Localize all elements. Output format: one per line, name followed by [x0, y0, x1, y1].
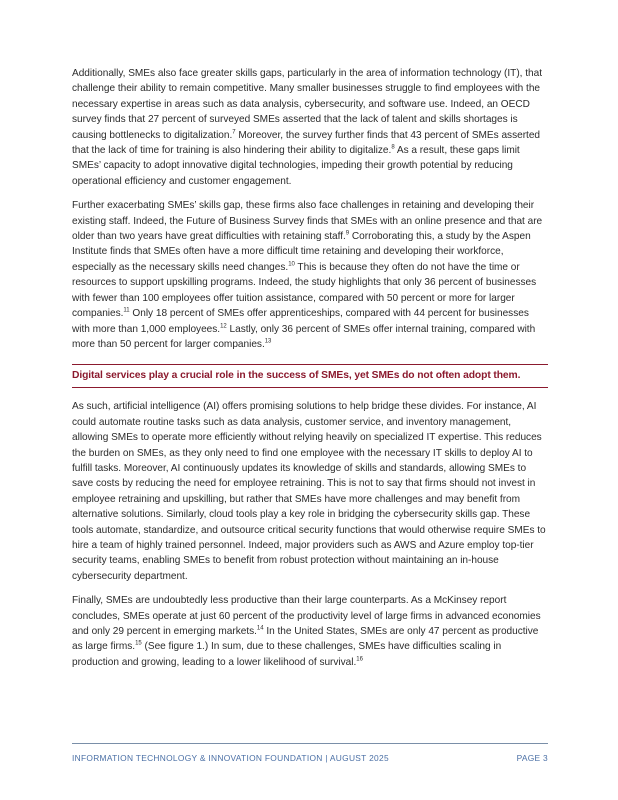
paragraph-text: Additionally, SMEs also face greater skills gaps, particularly in the area of information technology (IT), that challenge their ability to remain competitive. Many smaller businesses struggle to find employees with the necessary expertise in areas such as data analysis, cybersecurity, and software use. Indeed, an OECD survey finds that 27 percent of surveyed SMEs asserted that the lack of talent and skills shortages is causing bottlenecks to digitalization. [72, 68, 542, 141]
footnote-ref[interactable]: 9 [345, 230, 350, 237]
footnote-ref[interactable]: 15 [135, 641, 142, 648]
footnote-ref[interactable]: 10 [288, 261, 295, 268]
body-section-after [72, 399, 548, 670]
paragraph-text: As such, artificial intelligence (AI) offers promising solutions to help bridge these divides. For instance, AI could automate routine tasks such as data analysis, customer service, and inventory management, allowing SMEs to operate more efficiently without relying heavily on specialized IT expertise. This reduces the burden on SMEs, as they only need to find one employee with the necessary IT skills to deploy AI to fulfill tasks. Moreover, AI continuously updates its knowledge of skills and standards, allowing SMEs to save costs by reducing the need for employee retraining. This is not to say that firms should not invest in employee retraining and upskilling, but rather that SMEs have more challenges and may benefit from alternative solutions. Similarly, cloud tools play a key role in bridging the cybersecurity skills gap. These tools automate, standardize, and outsource critical security functions that would otherwise require SMEs to hire a team of highly trained personnel. Indeed, major providers such as AWS and Azure employ top-tier security teams, enabling SMEs to benefit from robust protection without maintaining an in-house cybersecurity department. [72, 401, 546, 582]
page-number: PAGE 3 [516, 753, 548, 763]
paragraph-text: Further exacerbating SMEs’ skills gap, these firms also face challenges in retaining and developing their existing staff. Indeed, the Future of Business Survey finds that SMEs with an online presence and that are older than two years have great difficulties with retaining staff. [72, 200, 543, 243]
document-body [72, 66, 548, 679]
paragraph [72, 593, 548, 670]
footnote-ref[interactable]: 14 [256, 625, 264, 632]
paragraph [72, 198, 548, 352]
footnote-ref[interactable]: 12 [220, 323, 227, 330]
paragraph-text: Lastly, only 36 percent of SMEs offer internal training, compared with more than 50 percent for larger companies. [72, 323, 536, 350]
paragraph-text: Corroborating this, a study by the Aspen Institute finds that SMEs often have a more difficult time retaining and developing their workforce, especially as the necessary skills need changes. [72, 231, 531, 273]
paragraph-text: (See figure 1.) In sum, due to these challenges, SMEs have difficulties scaling in production and growing, leading to a lower likelihood of survival. [72, 641, 502, 668]
paragraph [72, 399, 548, 584]
footer-org-date: INFORMATION TECHNOLOGY & INNOVATION FOUNDATION | AUGUST 2025 [72, 753, 389, 763]
footnote-ref[interactable]: 16 [356, 656, 363, 663]
callout-box [72, 364, 548, 388]
footnote-ref[interactable]: 8 [391, 144, 395, 151]
body-section-before [72, 66, 548, 352]
paragraph-text: As a result, these gaps limit SMEs’ capacity to adopt innovative digital technologies, impeding their growth potential by reducing operational efficiency and customer engagement. [72, 145, 520, 187]
footnote-ref[interactable]: 11 [123, 307, 130, 314]
page-footer [72, 743, 548, 763]
paragraph-text: This is because they often do not have the time or resources to support upskilling programs. Indeed, the study highlights that only 36 percent of businesses with fewer than 100 employees offer tuition assistance, compared with 50 percent or more for larger companies. [72, 261, 537, 320]
paragraph-text: Finally, SMEs are undoubtedly less productive than their large counterparts. As a McKinsey report concludes, SMEs operate at just 60 percent of the productivity level of large firms in advanced economies and only 29 percent in emerging markets. [72, 595, 541, 637]
paragraph-text: Only 18 percent of SMEs offer apprenticeships, compared with 44 percent for businesses with more than 1,000 employees. [72, 308, 529, 335]
footnote-ref[interactable]: 7 [232, 129, 236, 136]
paragraph [72, 66, 548, 189]
paragraph-text: In the United States, SMEs are only 47 percent as productive as large firms. [72, 626, 539, 653]
callout-heading: Digital services play a crucial role in the success of SMEs, yet SMEs do not often adopt them. [72, 370, 521, 382]
footnote-ref[interactable]: 13 [264, 338, 272, 345]
paragraph-text: Moreover, the survey further finds that 43 percent of SMEs asserted that the lack of time for training is also hindering their ability to digitalize. [72, 129, 541, 157]
